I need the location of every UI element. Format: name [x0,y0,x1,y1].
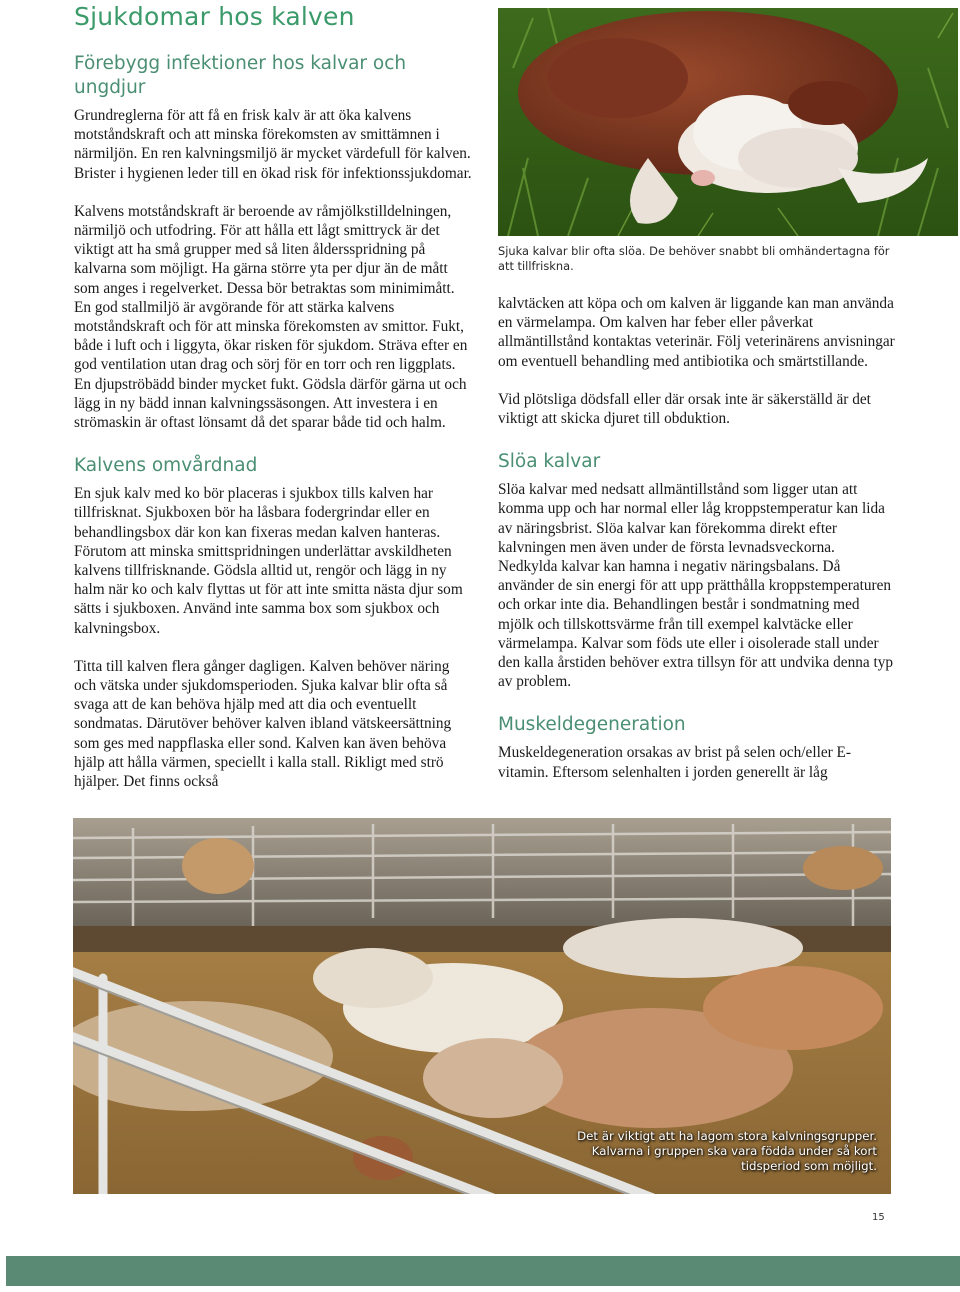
paragraph: Muskeldegeneration orsakas av brist på selen och/eller E-vitamin. Eftersom selenhalten i jorden generellt är låg [498,744,851,781]
barn-cattle-photo [73,818,891,1194]
photo-caption-calving-groups: Det är viktigt att ha lagom stora kalvningsgrupper. Kalvarna i gruppen ska vara födda under så kort tidsperiod som möjligt. [577,1129,877,1173]
section-heading-prevent-infections: Förebygg infektioner hos kalvar och ungdjur [74,53,407,98]
section-heading-muscle-degeneration: Muskeldegeneration [498,714,686,736]
paragraph: Titta till kalven flera gånger dagligen. Kalven behöver näring och vätska under sjukdomsperioden. Sjuka kalvar blir ofta så svaga att de kan behöva hjälp med att dia och eventuellt sondmatas. Därutöver behöver kalven ibland vätskeersättning som ges med nappflaska eller sond. Kalven kan även behöva hjälp att hålla värmen, speciellt i kalla stall. Rikligt med strö hjälper. Det finns också [74,657,452,791]
paragraph: En sjuk kalv med ko bör placeras i sjukbox tills kalven har tillfrisknat. Sjukboxen bör ha låsbara fodergrindar eller en behandlingsbox där kon kan fixeras medan kalven hanteras. Förutom att minska smittspridningen underlättar avskildheten kalvens tillfrisknande. Gödsla alltid ut, rengör och lägg in ny halm när ko och kalv flyttas ut för att inte smitta nästa djur som sätts i sjukboxen. Använd inte samma box som sjukbox och kalvningsbox. [74,485,463,637]
sick-calf-photo [498,8,958,236]
paragraph: Grundreglerna för att få en frisk kalv är att öka kalvens motståndskraft och att minska förekomsten av smittämnen i närmiljön. En ren kalvningsmiljö är mycket värdefull för kalven. Brister i hygienen leder till en ökad risk för infektionssjukdomar. [74,107,472,182]
paragraph: Kalvens motståndskraft är beroende av råmjölkstilldelningen, närmiljö och utfodring. För att hålla ett lågt smittryck är det viktigt att ha små grupper med så liten åldersspridning på kalvarna som möjligt. Ha gärna större yta per djur än de mått som anges i regelverket. Dessa bör betraktas som minimimått. En god stallmiljö är avgörande för att stärka kalvens motståndskraft och för att minska förekomsten av smittor. Fukt, både i luft och i liggyta, ökar risken för sjukdom. Sträva efter en god ventilation utan drag och sörj för en torr och ren liggplats. En djupströbädd binder mycket fukt. Gödsla därför gärna ut och lägg in ny bädd innan kalvningssäsongen. Att investera i en strömaskin är oftast lönsamt då det sparar både tid och halm. [74,202,468,432]
right-column [498,294,898,782]
paragraph: Slöa kalvar med nedsatt allmäntillstånd som ligger utan att komma upp och har normal eller låg kroppstemperatur kan lida av näringsbrist. Slöa kalvar kan förekomma direkt efter kalvningen men även under de första levnadsveckorna. Nedkylda kalvar kan hamna i negativ näringsbalans. Då använder de sin energi för att upp prätthålla kroppstemperaturen och orkar inte dia. Behandlingen består i sondmatning med mjölk och tillskottsvärme från till exempel kalvtäcke eller värmelampa. Kalvar som föds ute eller i oisolerade stall under den kalla årstiden behöver extra tillsyn för att undvika denna typ av problem. [498,481,894,691]
photo-caption-sick-calves: Sjuka kalvar blir ofta slöa. De behöver snabbt bli omhändertagna för att tillfriskna. [498,244,890,273]
section-heading-calf-care: Kalvens omvårdnad [74,455,258,477]
footer-bar [6,1256,960,1286]
paragraph: Vid plötsliga dödsfall eller där orsak inte är säkerställd är det viktigt att skicka djuret till obduktion. [498,390,871,428]
page-title: Sjukdomar hos kalven [74,2,355,31]
paragraph: kalvtäcken att köpa och om kalven är liggande kan man använda en värmelampa. Om kalven har feber eller påverkat allmäntillstånd kontaktas veterinär. Följ veterinärens anvisningar om eventuell behandling med antibiotika och smärtstillande. [498,295,895,370]
section-heading-sluggish-calves: Slöa kalvar [498,451,601,473]
page-number: 15 [872,1212,885,1223]
left-column [74,52,474,791]
